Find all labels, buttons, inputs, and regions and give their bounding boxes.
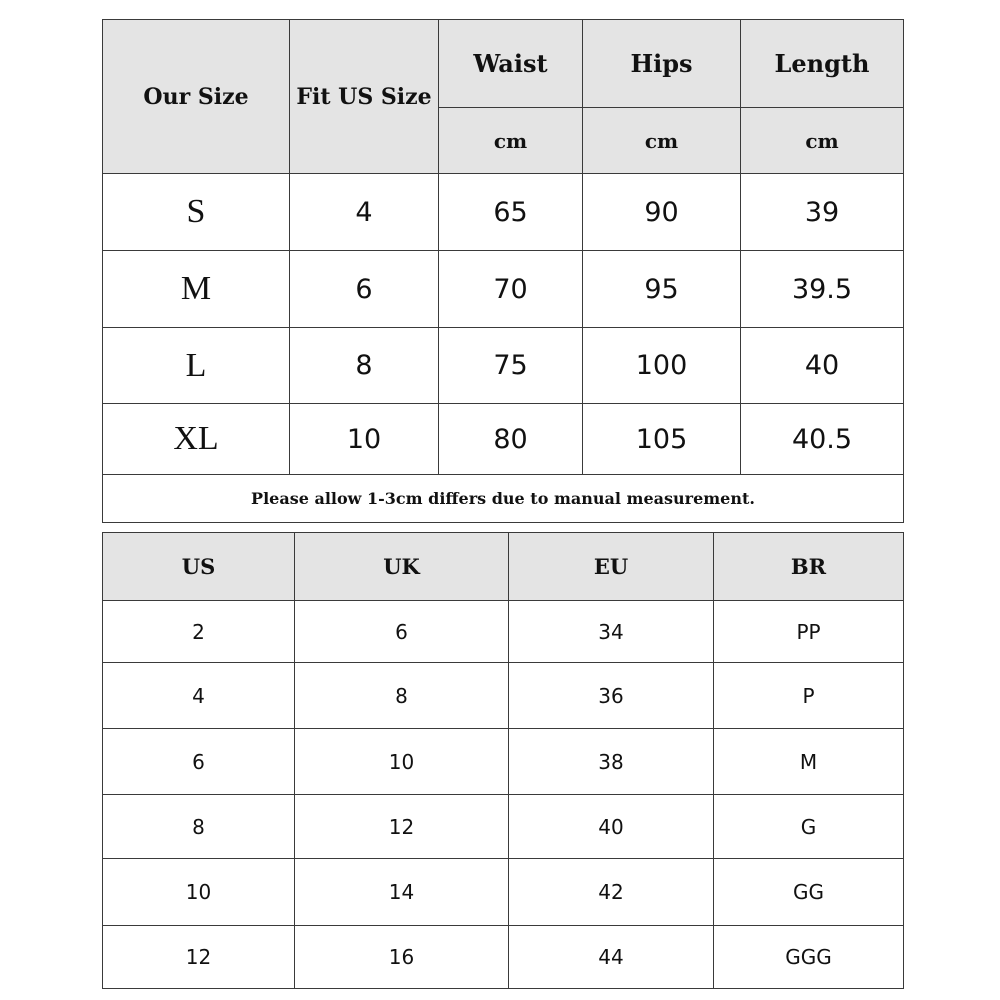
us-size-cell: 8: [290, 328, 439, 404]
br-cell: GG: [714, 859, 904, 926]
table-row: [103, 795, 904, 859]
header-length: Length: [741, 20, 904, 108]
eu-cell: 38: [509, 729, 714, 795]
header-us: US: [103, 533, 295, 601]
size-cell: M: [103, 251, 290, 328]
length-cell: 40.5: [741, 404, 904, 475]
header-hips-unit: cm: [583, 108, 741, 174]
us-size-cell: 4: [290, 174, 439, 251]
uk-cell: 8: [295, 663, 509, 729]
table-row: [103, 729, 904, 795]
eu-cell: 36: [509, 663, 714, 729]
header-length-unit: cm: [741, 108, 904, 174]
eu-cell: 44: [509, 926, 714, 989]
measurement-note: Please allow 1-3cm differs due to manual measurement.: [103, 475, 904, 523]
header-waist-unit: cm: [439, 108, 583, 174]
br-cell: P: [714, 663, 904, 729]
header-fit-us-size: Fit US Size: [290, 20, 439, 174]
size-cell: L: [103, 328, 290, 404]
table-row: [103, 328, 904, 404]
table-row: [103, 174, 904, 251]
size-cell: S: [103, 174, 290, 251]
header-eu: EU: [509, 533, 714, 601]
length-cell: 39: [741, 174, 904, 251]
uk-cell: 10: [295, 729, 509, 795]
us-size-cell: 6: [290, 251, 439, 328]
eu-cell: 42: [509, 859, 714, 926]
hips-cell: 105: [583, 404, 741, 475]
uk-cell: 14: [295, 859, 509, 926]
eu-cell: 40: [509, 795, 714, 859]
us-cell: 6: [103, 729, 295, 795]
table-row: [103, 251, 904, 328]
size-conversion-table: [102, 532, 904, 989]
us-cell: 4: [103, 663, 295, 729]
hips-cell: 100: [583, 328, 741, 404]
header-hips: Hips: [583, 20, 741, 108]
uk-cell: 6: [295, 601, 509, 663]
table-row: [103, 601, 904, 663]
header-uk: UK: [295, 533, 509, 601]
us-size-cell: 10: [290, 404, 439, 475]
table-row: [103, 663, 904, 729]
uk-cell: 16: [295, 926, 509, 989]
waist-cell: 65: [439, 174, 583, 251]
waist-cell: 70: [439, 251, 583, 328]
us-cell: 2: [103, 601, 295, 663]
size-chart-table: [102, 19, 904, 523]
us-cell: 8: [103, 795, 295, 859]
us-cell: 10: [103, 859, 295, 926]
header-waist: Waist: [439, 20, 583, 108]
br-cell: M: [714, 729, 904, 795]
uk-cell: 12: [295, 795, 509, 859]
waist-cell: 75: [439, 328, 583, 404]
table-row: [103, 404, 904, 475]
br-cell: PP: [714, 601, 904, 663]
eu-cell: 34: [509, 601, 714, 663]
length-cell: 39.5: [741, 251, 904, 328]
table-row: [103, 926, 904, 989]
us-cell: 12: [103, 926, 295, 989]
br-cell: GGG: [714, 926, 904, 989]
table-row: [103, 859, 904, 926]
size-cell: XL: [103, 404, 290, 475]
hips-cell: 95: [583, 251, 741, 328]
length-cell: 40: [741, 328, 904, 404]
waist-cell: 80: [439, 404, 583, 475]
header-our-size: Our Size: [103, 20, 290, 174]
br-cell: G: [714, 795, 904, 859]
header-br: BR: [714, 533, 904, 601]
hips-cell: 90: [583, 174, 741, 251]
